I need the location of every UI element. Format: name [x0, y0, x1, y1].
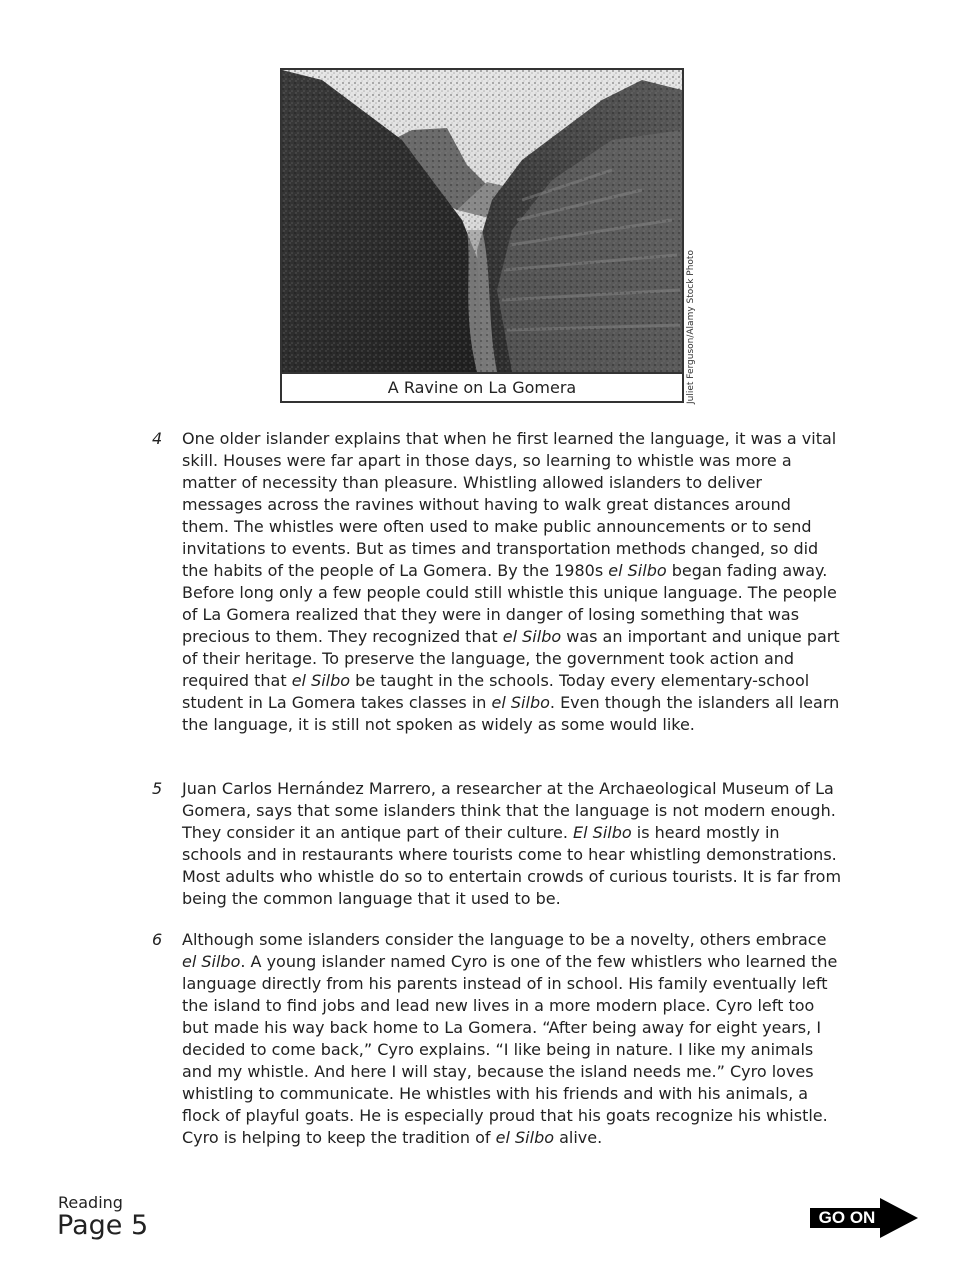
ravine-photo: [282, 70, 682, 372]
paragraph-5: [152, 778, 842, 910]
paragraph-text: Although some islanders consider the language to be a novelty, others embrace el Silbo. A young islander named Cyro is one of the few whistlers who learned the language directly from his parents instead of in school. His family eventually left the island to find jobs and lead new lives in a more modern place. Cyro left too but made his way back home to La Gomera. “After being away for eight years, I decided to come back,” Cyro explains. “I like being in nature. I like my animals and my whistle. And here I will stay, because the island needs me.” Cyro loves whistling to communicate. He whistles with his friends and with his animals, a flock of playful goats. He is especially proud that his goats recognize his whistle. Cyro is helping to keep the tradition of el Silbo alive.: [182, 930, 838, 1147]
photo-credit: Juliet Ferguson/Alamy Stock Photo: [686, 250, 696, 404]
paragraph-text: Juan Carlos Hernández Marrero, a researcher at the Archaeological Museum of La Gomera, says that some islanders think that the language is not modern enough. They consider it an antique part of their culture. El Silbo is heard mostly in schools and in restaurants where tourists come to hear whistling demonstrations. Most adults who whistle do so to entertain crowds of curious tourists. It is far from being the common language that it used to be.: [182, 779, 842, 908]
paragraph-number: 5: [152, 779, 163, 798]
paragraph-text: One older islander explains that when he first learned the language, it was a vital skill. Houses were far apart in those days, so learning to whistle was more a matter of necessity than pleasure. Whistling allowed islanders to deliver messages across the ravines without having to walk great distances around them. The whistles were often used to make public announcements or to send invitations to events. But as times and transportation methods changed, so did the habits of the people of La Gomera. By the 1980s el Silbo began fading away. Before long only a few people could still whistle this unique language. The people of La Gomera realized that they were in danger of losing something that was precious to them. They recognized that el Silbo was an important and unique part of their heritage. To preserve the language, the government took action and required that el Silbo be taught in the schools. Today every elementary-school student in La Gomera takes classes in el Silbo. Even though the islanders all learn the language, it is still not spoken as widely as some would like.: [182, 429, 840, 734]
paragraph-number: 6: [152, 930, 163, 949]
go-on-label: GO ON: [818, 1208, 876, 1227]
section-label: Reading: [58, 1193, 123, 1212]
photo-caption: A Ravine on La Gomera: [282, 372, 682, 401]
go-on-arrow: [810, 1198, 920, 1238]
paragraph-6: [152, 929, 842, 1149]
page-number: Page 5: [57, 1210, 149, 1241]
paragraph-4: [152, 428, 842, 736]
paragraph-number: 4: [152, 429, 163, 448]
photo-figure: [280, 68, 684, 403]
